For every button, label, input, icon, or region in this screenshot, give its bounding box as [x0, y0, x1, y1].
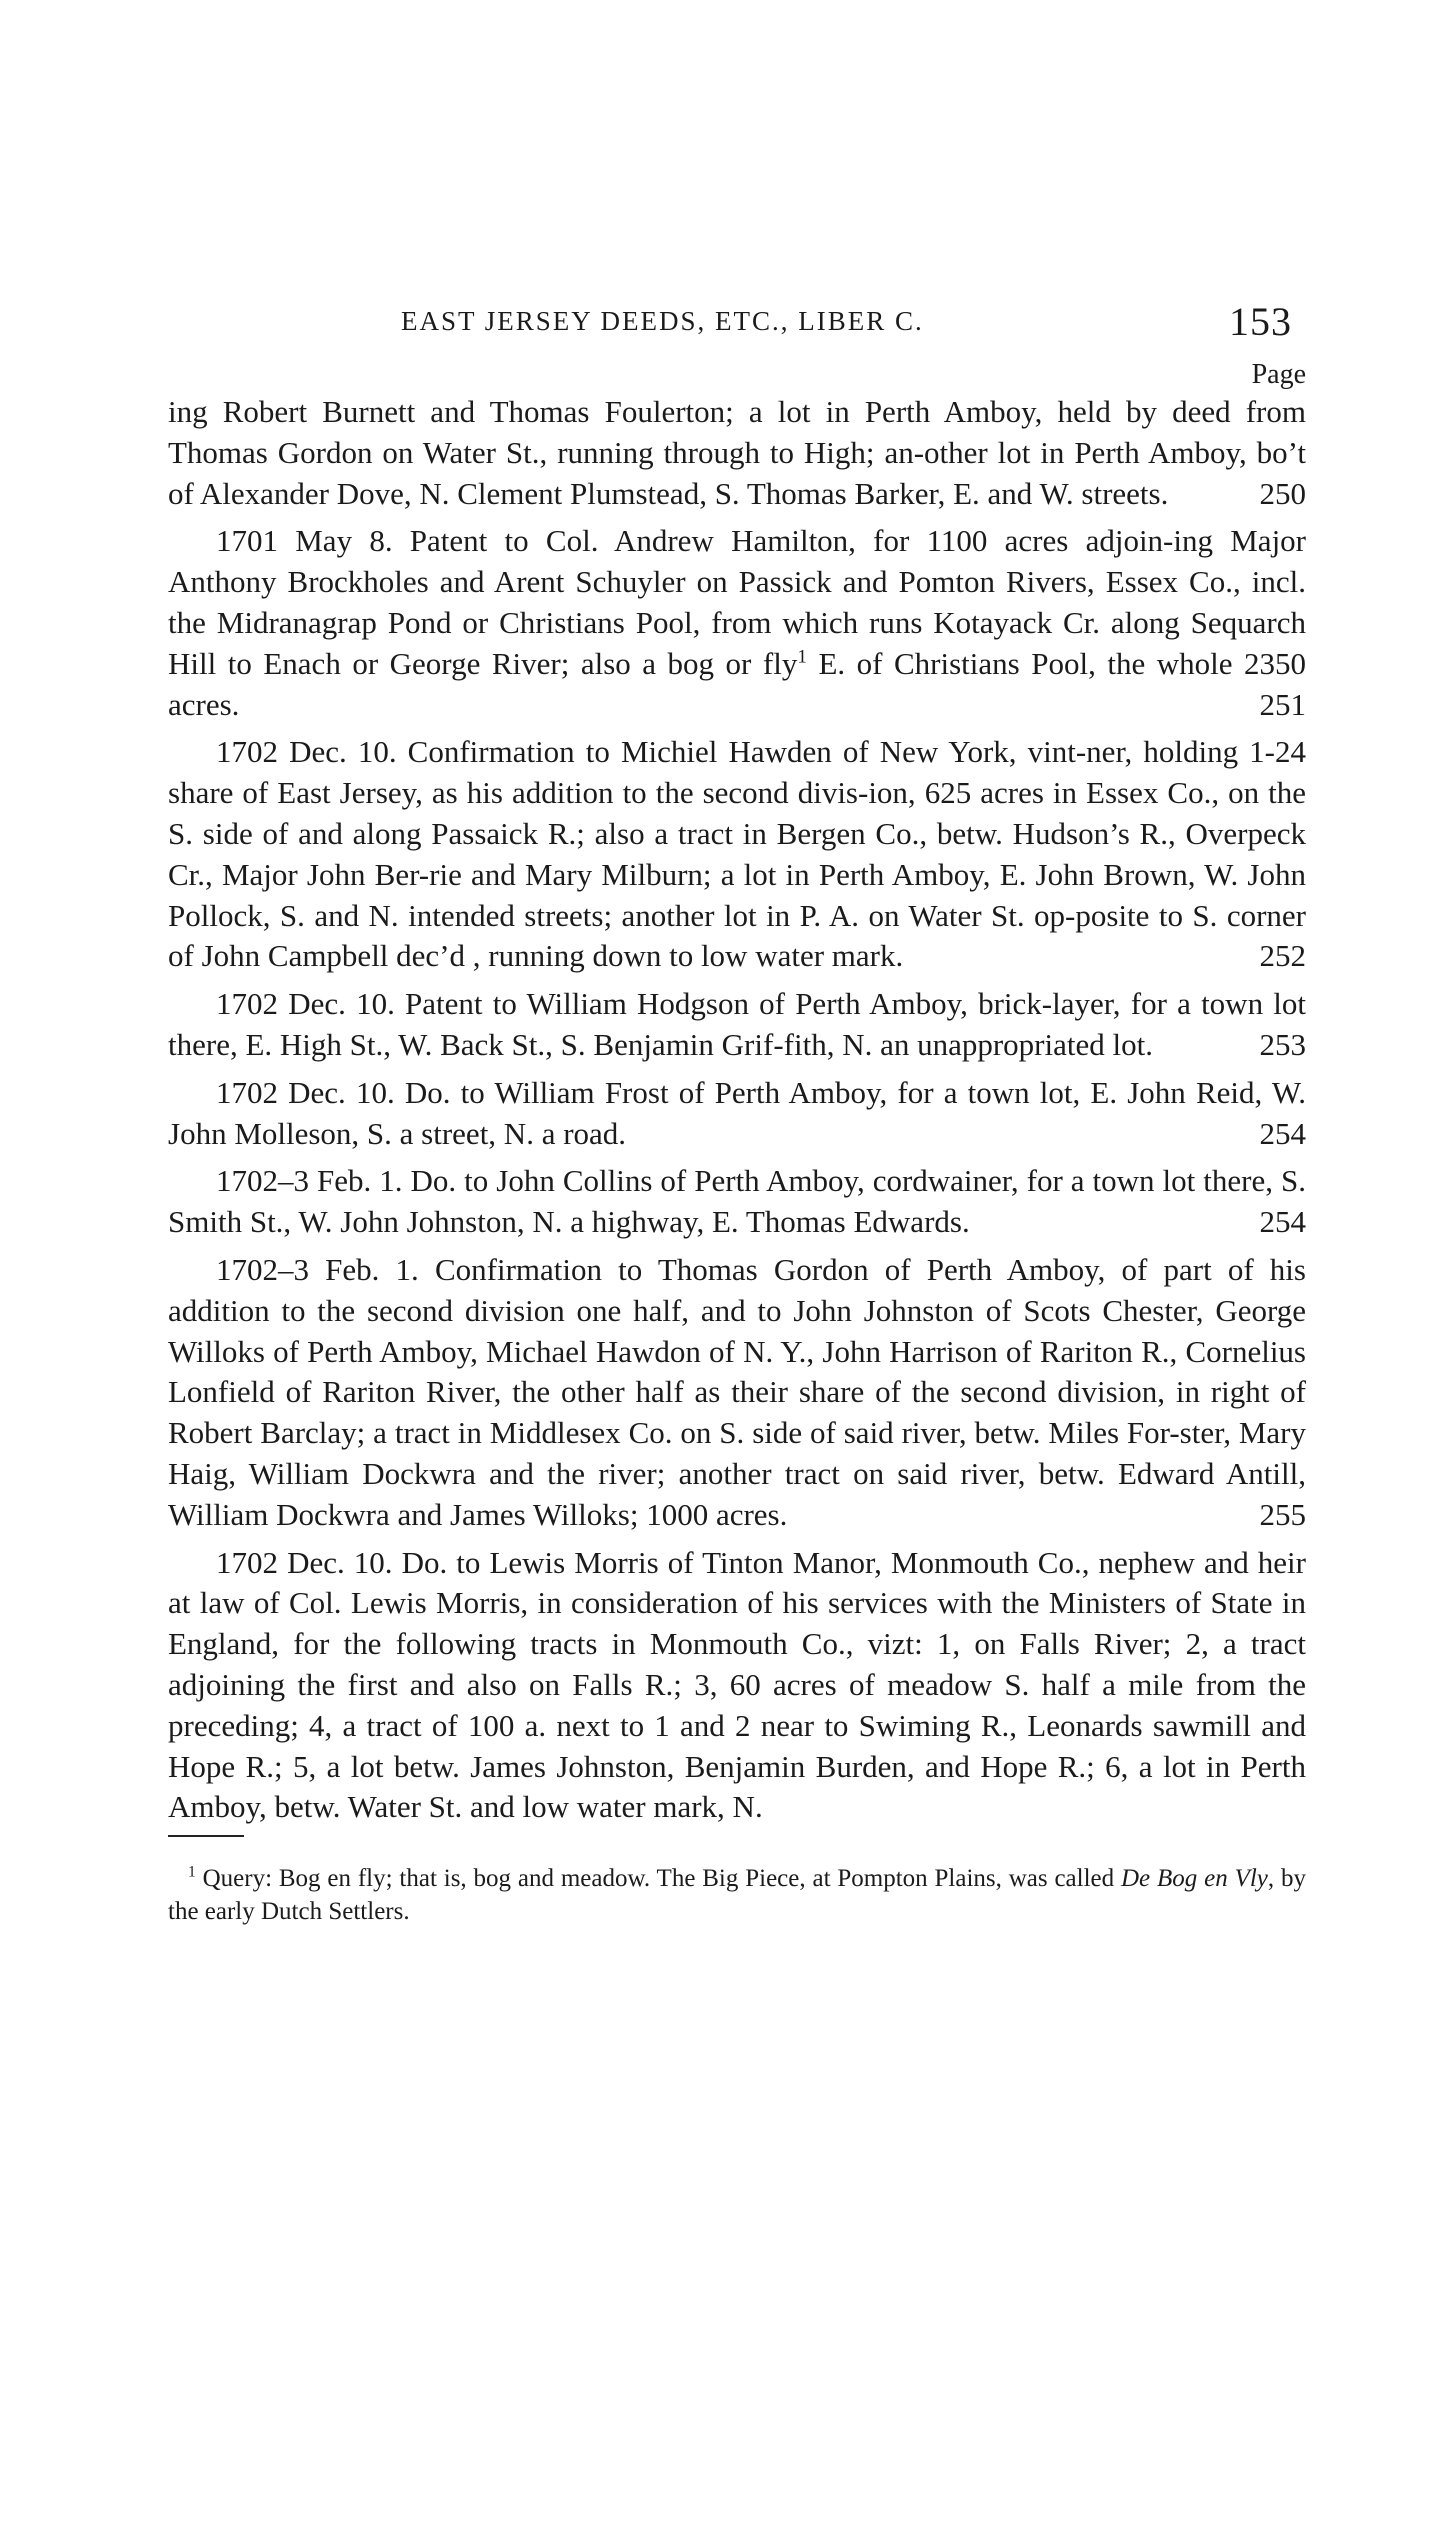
entry-text-continued: E. of Christians Pool, the whole 2350 acres.	[168, 645, 1306, 722]
deed-entry	[168, 392, 1306, 514]
footnote	[168, 1862, 1306, 1928]
deed-entry	[168, 1250, 1306, 1536]
running-title: EAST JERSEY DEEDS, ETC., LIBER C.	[401, 306, 924, 336]
footnote-italic-term: De Bog en Vly	[1121, 1865, 1268, 1893]
footnote-marker: 1	[188, 1863, 196, 1881]
footnote-text-end: , by the early Dutch Settlers.	[168, 1865, 1306, 1926]
entry-text: 1702 Dec. 10. Do. to William Frost of Perth Amboy, for a town lot, E. John Reid, W. John Molleson, S. a street, N. a road.	[168, 1074, 1306, 1151]
entry-text: ing Robert Burnett and Thomas Foulerton; a lot in Perth Amboy, held by deed from Thomas Gordon on Water St., running through to High; an-other lot in Perth Amboy, bo’t of Alexander Dove, N. Clement Plumstead, S. Thomas Barker, E. and W. streets.	[168, 394, 1306, 511]
entry-page-ref: 254	[1259, 1204, 1306, 1240]
deed-entry	[168, 521, 1306, 725]
page-column-label: Page	[1251, 359, 1306, 390]
footnote-reference: 1	[797, 646, 807, 668]
book-page	[168, 298, 1306, 1953]
footnote-text: Query: Bog en fly; that is, bog and meadow. The Big Piece, at Pompton Plains, was called	[195, 1865, 1121, 1893]
entry-page-ref: 255	[1259, 1496, 1306, 1532]
entry-page-ref: 254	[1259, 1115, 1306, 1151]
entry-text: 1701 May 8. Patent to Col. Andrew Hamilton, for 1100 acres adjoin-ing Major Anthony Brockholes and Arent Schuyler on Passick and Pomton Rivers, Essex Co., incl. the Midranagrap Pond or Christians Pool, from which runs Kotayack Cr. along Sequarch Hill to Enach or George River; also a bog or fly	[168, 523, 1306, 681]
entry-page-ref: 250	[1259, 475, 1306, 511]
entry-text: 1702–3 Feb. 1. Do. to John Collins of Perth Amboy, cordwainer, for a town lot there, S. Smith St., W. John Johnston, N. a highway, E. Thomas Edwards.	[168, 1163, 1306, 1240]
deed-entry	[168, 984, 1306, 1066]
deed-entry	[168, 1543, 1306, 1829]
entry-text: 1702 Dec. 10. Do. to Lewis Morris of Tinton Manor, Monmouth Co., nephew and heir at law of Col. Lewis Morris, in consideration of his services with the Ministers of State in England, for the following tracts in Monmouth Co., vizt: 1, on Falls River; 2, a tract adjoining the first and also on Falls R.; 3, 60 acres of meadow S. half a mile from the preceding; 4, a tract of 100 a. next to 1 and 2 near to Swiming R., Leonards sawmill and Hope R.; 5, a lot betw. James Johnston, Benjamin Burden, and Hope R.; 6, a lot in Perth Amboy, betw. Water St. and low water mark, N.	[168, 1544, 1306, 1825]
deed-entry	[168, 732, 1306, 977]
deed-entry	[168, 1161, 1306, 1243]
entry-page-ref: 253	[1259, 1026, 1306, 1062]
deed-entry	[168, 1073, 1306, 1155]
entry-text: 1702 Dec. 10. Patent to William Hodgson of Perth Amboy, brick-layer, for a town lot there, E. High St., W. Back St., S. Benjamin Grif-fith, N. an unappropriated lot.	[168, 986, 1306, 1062]
deed-entries	[168, 392, 1306, 1828]
entry-page-ref: 252	[1259, 938, 1306, 974]
entry-text: 1702–3 Feb. 1. Confirmation to Thomas Gordon of Perth Amboy, of part of his addition to the second division one half, and to John Johnston of Scots Chester, George Willoks of Perth Amboy, Michael Hawdon of N. Y., John Harrison of Rariton R., Cornelius Lonfield of Rariton River, the other half as their share of the second division, in right of Robert Barclay; a tract in Middlesex Co. on S. side of said river, betw. Miles For-ster, Mary Haig, William Dockwra and the river; another tract on said river, betw. Edward Antill, William Dockwra and James Willoks; 1000 acres.	[168, 1251, 1306, 1532]
running-head	[168, 298, 1306, 354]
entry-text: 1702 Dec. 10. Confirmation to Michiel Hawden of New York, vint-ner, holding 1-24 share of East Jersey, as his addition to the second divis-ion, 625 acres in Essex Co., on the S. side of and along Passaick R.; also a tract in Bergen Co., betw. Hudson’s R., Overpeck Cr., Major John Ber-rie and Mary Milburn; a lot in Perth Amboy, E. John Brown, W. John Pollock, S. and N. intended streets; another lot in P. A. on Water St. op-posite to S. corner of John Campbell dec’d , running down to low water mark.	[168, 734, 1306, 974]
page-number: 153	[1229, 299, 1292, 344]
entry-page-ref: 251	[1259, 686, 1306, 722]
footnote-divider	[168, 1835, 244, 1837]
